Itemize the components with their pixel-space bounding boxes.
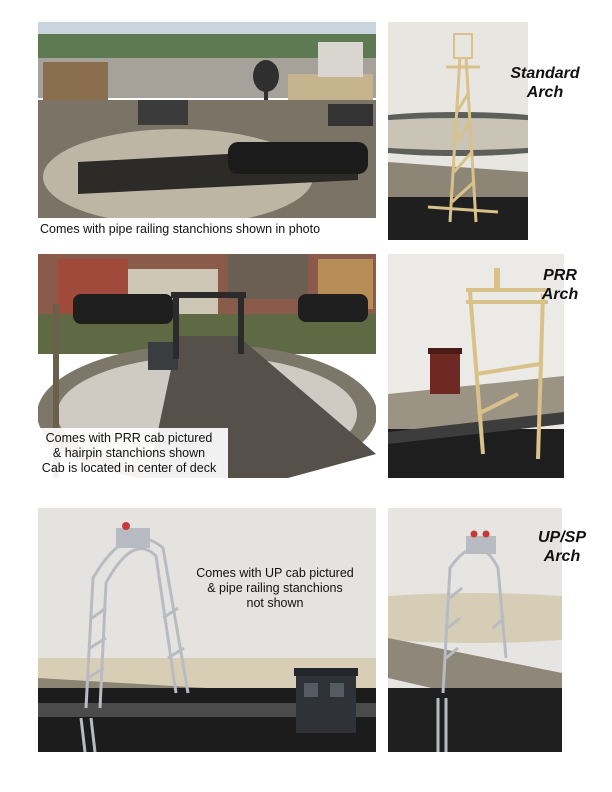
standard-caption: Comes with pipe railing stanchions shown in photo <box>40 222 321 236</box>
prr-arch-title: PRR Arch <box>541 267 579 303</box>
standard-arch-title: Standard Arch <box>510 65 580 101</box>
standard-arch-photo <box>388 22 528 240</box>
standard-layout-photo <box>38 22 376 218</box>
up-layout-photo <box>38 508 376 752</box>
up-caption: Comes with UP cab pictured & pipe railing stanchions not shown <box>196 566 354 610</box>
up-arch-title: UP/SP Arch <box>537 529 586 565</box>
prr-caption: Comes with PRR cab pictured & hairpin stanchions shown Cab is located in center of deck <box>30 428 228 479</box>
